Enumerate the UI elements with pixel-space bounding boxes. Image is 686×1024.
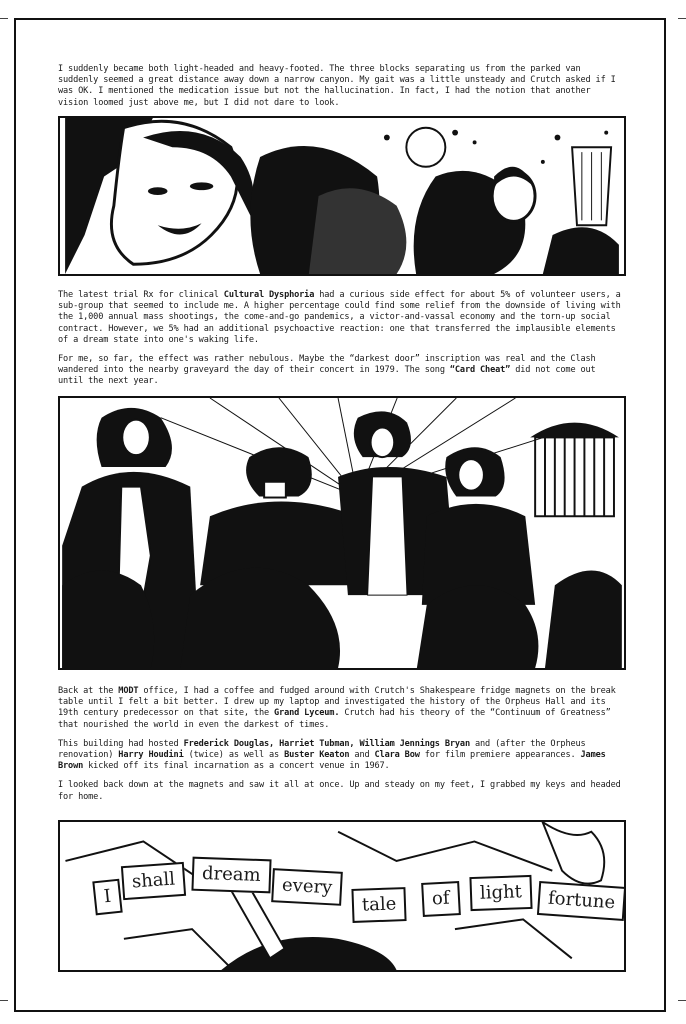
text-segment: I looked back down at the magnets and saw it all at once. Up and steady on my feet, I grabbed my keys and headed for home. [58, 780, 621, 802]
magnet-word: shall [121, 862, 186, 900]
magnet-word: dream [191, 857, 271, 894]
text-segment: I suddenly became both light-headed and heavy-footed. The three blocks separating us from the parked van suddenly seemed a great distance away down a narrow canyon. My gait was a little unsteady and Crutch asked if I was OK. I mentioned the medication issue but not the hallucination. In fact, I had the notion that another vision loomed just above me, but I did not dare to look. [58, 64, 616, 108]
magnet-word: every [271, 868, 343, 906]
paragraph [58, 354, 624, 388]
magnet-word: light [469, 875, 532, 911]
crop-mark [678, 18, 686, 19]
paragraph [58, 739, 624, 773]
bold-text: Buster Keaton [284, 750, 350, 761]
text-segment: kicked off its final incarnation as a concert venue in 1967. [83, 761, 390, 772]
text-segment: had a curious side effect for about 5% of volunteer users, a sub-group that seemed to include me. A higher percentage could find some relief from the downside of living with the 1,000 annual mass shootings, the come-and-go pandemics, a victor-and-vassal economy and the torn-up social contract. However, we 5% had an additional psychoactive reaction: one that transferred the implausible elements of a dream state into one's waking life. [58, 290, 621, 345]
panel-band [58, 396, 626, 670]
text-segment: Crutch had his theory of the “Continuum of Greatness” that nourished the world in even the darkest of times. [58, 708, 611, 730]
paragraph [58, 64, 624, 109]
magnet-word: tale [351, 887, 407, 923]
magnet-word: I [92, 879, 123, 916]
crop-mark [0, 18, 8, 19]
paragraph [58, 290, 624, 346]
bold-text: MODT [118, 686, 139, 696]
band-illustration [60, 398, 624, 668]
bold-text: “Card Cheat” [449, 365, 511, 376]
text-segment: for film premiere appearances. [419, 750, 581, 761]
magnet-word: fortune [537, 881, 626, 921]
crop-mark [0, 1000, 8, 1001]
text-segment: (twice) as well as [183, 750, 285, 761]
text-segment: This building had hosted [58, 738, 184, 749]
caption-block-3 [58, 686, 624, 811]
text-segment: did not come out until the next year. [58, 365, 596, 387]
crop-mark [678, 1000, 686, 1001]
paragraph [58, 686, 624, 731]
bold-text: Clara Bow [374, 750, 420, 761]
bold-text: James Brown [58, 750, 606, 772]
bold-text: Cultural Dysphoria [223, 290, 315, 300]
caption-block-2 [58, 290, 624, 396]
text-segment: For me, so far, the effect was rather nebulous. Maybe the “darkest door” inscription was real and the Clash wandered into the nearby graveyard the day of their concert in 1979. The song [58, 354, 596, 376]
text-segment: office, I had a coffee and fudged around with Crutch's Shakespeare fridge magnets on the break table until I felt a bit better. I drew up my laptop and investigated the history of the Orpheus Hall and its 19th century predecessor on that site, the [58, 686, 616, 719]
text-segment: and (after the Orpheus renovation) [58, 738, 586, 761]
text-segment: Back at the [58, 686, 119, 696]
bold-text: Harry Houdini [118, 750, 184, 761]
magnet-word: of [421, 881, 460, 917]
bold-text: Frederick Douglas, Harriet Tubman, William Jennings Bryan [183, 738, 470, 749]
caption-block-1 [58, 64, 624, 117]
vision-illustration [60, 118, 624, 274]
paragraph [58, 780, 624, 802]
panel-magnets [58, 820, 626, 972]
text-segment: and [349, 750, 375, 761]
text-segment: The latest trial Rx for clinical [58, 290, 224, 300]
bold-text: Grand Lyceum. [274, 708, 340, 719]
panel-vision [58, 116, 626, 276]
